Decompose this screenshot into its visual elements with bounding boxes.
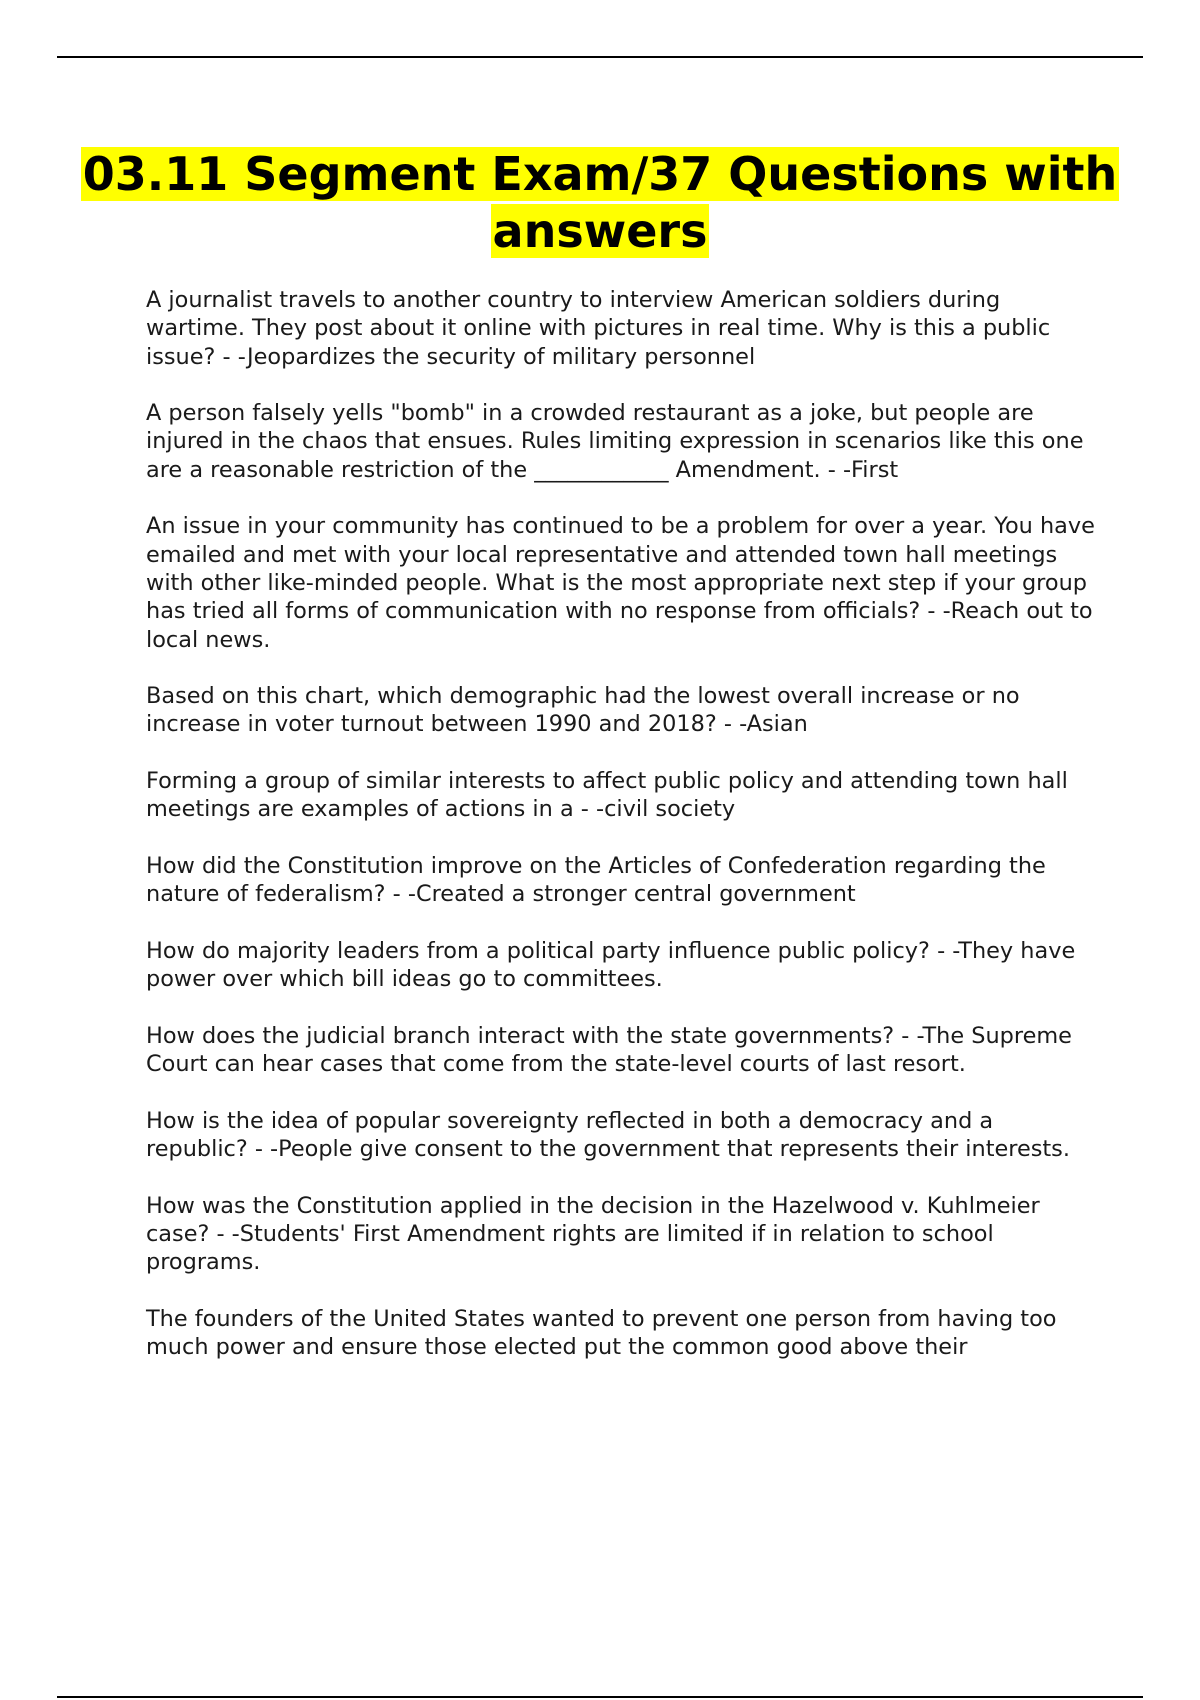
qa-item-11: The founders of the United States wanted to prevent one person from having too much power and ensure those elected put the common good above their [146,1305,1057,1360]
qa-item-9: How is the idea of popular sovereignty reflected in both a democracy and a republic? - -People give consent to the government that represents their interests. [146,1107,1070,1162]
top-rule [57,56,1143,58]
qa-item-1: A journalist travels to another country to interview American soldiers during wartime. They post about it online with pictures in real time. Why is this a public issue? - -Jeopardizes the security of military personnel [146,287,1051,370]
page-title: 03.11 Segment Exam/37 Questions with answers [82,147,1118,258]
qa-item-10: How was the Constitution applied in the decision in the Hazelwood v. Kuhlmeier case? - -Students' First Amendment rights are limited if in relation to school programs. [146,1192,1040,1276]
title-block [0,146,1200,260]
qa-item-2: A person falsely yells "bomb" in a crowded restaurant as a joke, but people are injured in the chaos that ensues. Rules limiting expression in scenarios like this one are a reasonable restriction of the ____________ Amendment. - -First [146,400,1084,483]
qa-item-7: How do majority leaders from a political party influence public policy? - -They have power over which bill ideas go to committees. [146,937,1076,993]
qa-list [146,286,1096,1390]
qa-item-8: How does the judicial branch interact with the state governments? - -The Supreme Court can hear cases that come from the state-level courts of last resort. [146,1022,1072,1078]
qa-item-3: An issue in your community has continued to be a problem for over a year. You have emailed and met with your local representative and attended town hall meetings with other like-minded people. What is the most appropriate next step if your group has tried all forms of communication with no response from officials? - -Reach out to local news. [146,513,1095,653]
qa-item-5: Forming a group of similar interests to affect public policy and attending town hall meetings are examples of actions in a - -civil society [146,768,1068,823]
qa-item-6: How did the Constitution improve on the Articles of Confederation regarding the nature of federalism? - -Created a stronger central government [146,852,1046,908]
qa-item-4: Based on this chart, which demographic had the lowest overall increase or no increase in voter turnout between 1990 and 2018? - -Asian [146,683,1020,738]
bottom-rule [57,1696,1143,1698]
